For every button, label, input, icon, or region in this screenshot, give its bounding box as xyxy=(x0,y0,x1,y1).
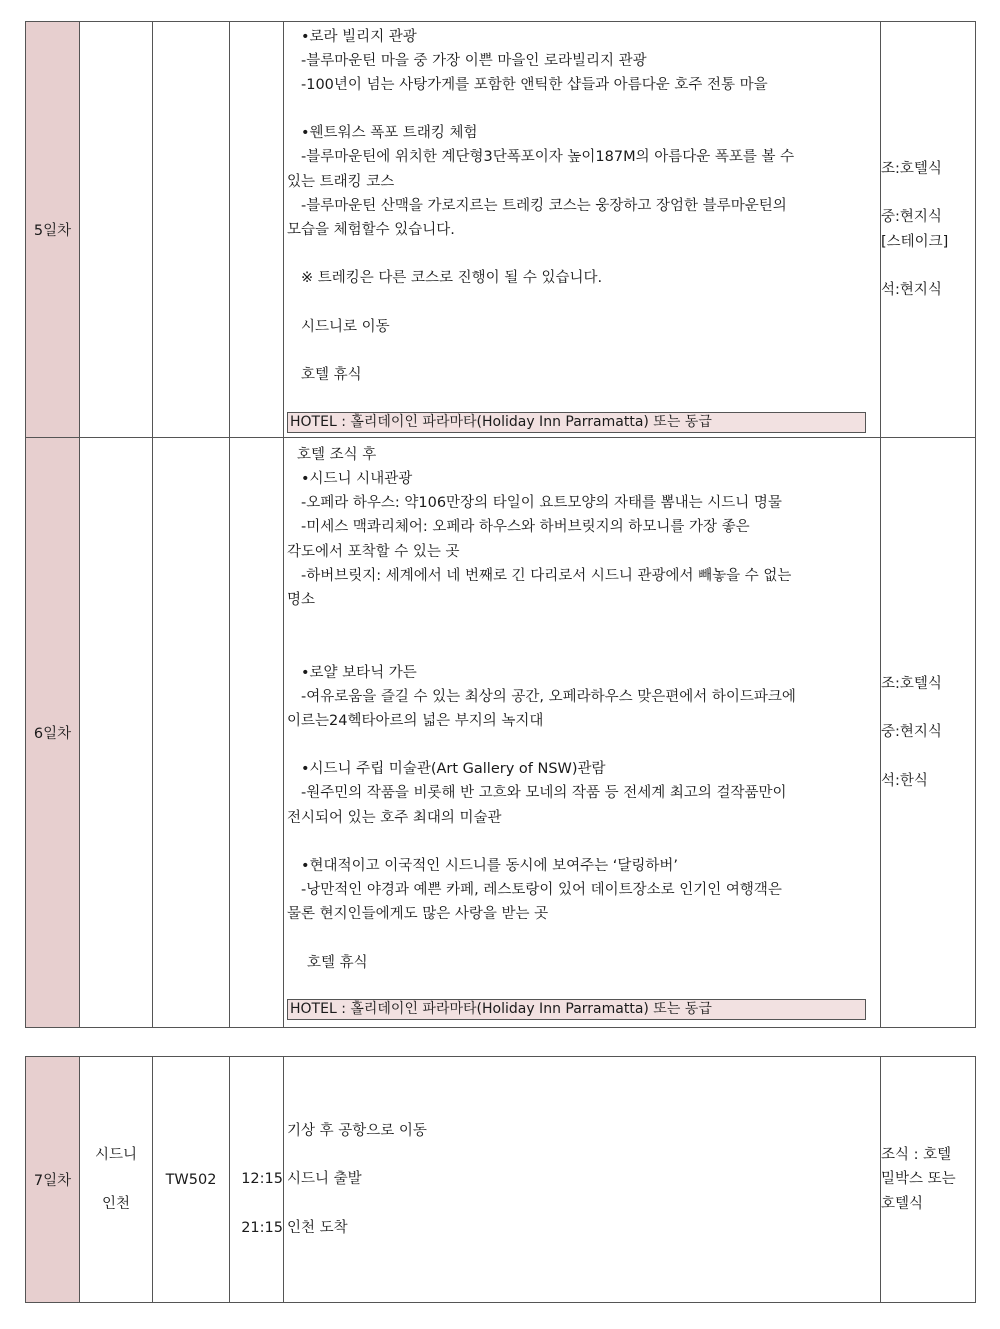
schedule-line: 모습을 체험할수 있습니다. xyxy=(287,222,455,238)
schedule-line: 시드니 출발 xyxy=(287,1171,362,1188)
time-line: 12:15 xyxy=(241,1171,283,1188)
meal-line: 조:호텔식 xyxy=(881,676,942,693)
schedule-line: 기상 후 공항으로 이동 xyxy=(287,1123,427,1140)
time-line xyxy=(230,1119,283,1143)
itinerary-row-day5 xyxy=(26,22,976,438)
schedule-line xyxy=(287,1192,876,1216)
hotel-info-box xyxy=(287,999,866,1020)
place-cell xyxy=(80,438,153,1028)
day-label: 6일차 xyxy=(33,726,72,742)
day-label: 5일차 xyxy=(33,223,72,239)
schedule-line: ※ 트레킹은 다른 코스로 진행이 될 수 있습니다. xyxy=(301,270,603,287)
hotel-info-box xyxy=(287,412,866,433)
transport-cell xyxy=(153,438,230,1028)
schedule-line: 전시되어 있는 호주 최대의 미술관 xyxy=(287,809,502,826)
meal-line: 호텔식 xyxy=(881,1195,924,1212)
meal-lines xyxy=(881,157,975,302)
time-cell xyxy=(230,438,284,1028)
meal-cell xyxy=(881,438,976,1028)
schedule-line: •시드니 시내관광 xyxy=(301,471,413,488)
meal-line: 석:한식 xyxy=(881,772,928,789)
meal-lines xyxy=(881,1143,975,1216)
schedule-line xyxy=(287,636,876,660)
schedule-line xyxy=(287,1143,876,1167)
meal-line xyxy=(881,696,975,720)
meal-line: 밀박스 또는 xyxy=(881,1171,956,1188)
schedule-line: -여유로움을 즐길 수 있는 최상의 공간, 오페라하우스 맞은편에서 하이드파크에 xyxy=(301,688,796,705)
schedule-line xyxy=(287,97,876,121)
schedule-line: •현대적이고 이국적인 시드니를 동시에 보여주는 ‘달링하버’ xyxy=(301,858,678,875)
schedule-line: 명소 xyxy=(287,591,316,608)
meal-line: 석:현지식 xyxy=(881,281,942,298)
day-label-cell xyxy=(26,1057,80,1303)
meal-cell xyxy=(881,22,976,438)
hotel-info: HOTEL : 홀리데이인 파라마타(Holiday Inn Parramatta) 또는 동급 xyxy=(290,413,712,430)
place-line: 시드니 xyxy=(94,1147,138,1164)
place-line: 인천 xyxy=(101,1195,130,1212)
itinerary-table-day-7 xyxy=(25,1056,976,1303)
day-label-cell xyxy=(26,438,80,1028)
schedule-line xyxy=(287,927,876,951)
itinerary-row-day7 xyxy=(26,1057,976,1303)
schedule-line: -블루마운틴 마을 중 가장 이쁜 마을인 로라빌리지 관광 xyxy=(301,52,647,69)
schedule-line xyxy=(287,242,876,266)
schedule-line xyxy=(287,975,876,999)
schedule-cell xyxy=(284,22,881,438)
schedule-line: -원주민의 작품을 비롯해 반 고흐와 모네의 작품 등 전세계 최고의 걸작품만이 xyxy=(301,785,787,802)
schedule-line: 시드니로 이동 xyxy=(301,318,390,335)
meal-lines xyxy=(881,672,975,793)
schedule-line: 호텔 휴식 xyxy=(301,367,362,384)
schedule-line: 호텔 휴식 xyxy=(307,954,368,971)
time-cell xyxy=(230,22,284,438)
schedule-line: -오페라 하우스: 약106만장의 타일이 요트모양의 자태를 뽐내는 시드니 명물 xyxy=(301,495,782,512)
schedule-line: 각도에서 포착할 수 있는 곳 xyxy=(287,543,460,560)
schedule-line xyxy=(287,339,876,363)
place-line xyxy=(80,1167,152,1191)
schedule-cell xyxy=(284,1057,881,1303)
day-label: 7일차 xyxy=(33,1173,72,1189)
meal-line xyxy=(881,181,975,205)
time-cell xyxy=(230,1057,284,1303)
schedule-line: •로라 빌리지 관광 xyxy=(301,28,417,45)
transport-cell xyxy=(153,1057,230,1303)
schedule-line: 인천 도착 xyxy=(287,1219,348,1236)
schedule-line: 물론 현지인들에게도 많은 사랑을 받는 곳 xyxy=(287,906,549,923)
time-line xyxy=(230,1192,283,1216)
schedule-line: -100년이 넘는 사탕가게를 포함한 앤틱한 샵들과 아름다운 호주 전통 마을 xyxy=(301,76,768,93)
schedule-line: •로얄 보타닉 가든 xyxy=(301,664,417,681)
schedule-line: -미세스 맥콰리체어: 오페라 하우스와 하버브릿지의 하모니를 가장 좋은 xyxy=(301,519,750,536)
schedule-lines xyxy=(284,443,880,999)
schedule-line: •웬트워스 폭포 트래킹 체험 xyxy=(301,125,478,142)
schedule-line xyxy=(287,291,876,315)
meal-line: 중:현지식 xyxy=(881,209,942,226)
meal-line xyxy=(881,254,975,278)
time-lines xyxy=(230,1119,283,1240)
meal-line xyxy=(881,745,975,769)
schedule-lines xyxy=(284,1119,880,1240)
schedule-line xyxy=(287,612,876,636)
schedule-line: -블루마운틴에 위치한 계단형3단폭포이자 높이187M의 아름다운 폭포를 볼 수 xyxy=(301,149,795,166)
itinerary-row-day6 xyxy=(26,438,976,1028)
hotel-info: HOTEL : 홀리데이인 파라마타(Holiday Inn Parramatta) 또는 동급 xyxy=(290,1001,712,1018)
meal-line: 중:현지식 xyxy=(881,724,942,741)
place-cell xyxy=(80,22,153,438)
schedule-line: -하버브릿지: 세계에서 네 번째로 긴 다리로서 시드니 관광에서 빼놓을 수 없는 xyxy=(301,567,792,584)
schedule-line: 있는 트래킹 코스 xyxy=(287,173,395,190)
flight-number: TW502 xyxy=(165,1171,217,1188)
schedule-cell xyxy=(284,438,881,1028)
schedule-line: •시드니 주립 미술관(Art Gallery of NSW)관람 xyxy=(301,761,606,778)
place-cell xyxy=(80,1057,153,1303)
meal-line: 조:호텔식 xyxy=(881,160,942,177)
schedule-line xyxy=(287,733,876,757)
meal-line: [스테이크] xyxy=(881,233,949,250)
schedule-line xyxy=(287,830,876,854)
day-label-cell xyxy=(26,22,80,438)
itinerary-table-days-5-6 xyxy=(25,21,976,1028)
schedule-line: 호텔 조식 후 xyxy=(297,446,377,463)
transport-cell xyxy=(153,22,230,438)
time-line: 21:15 xyxy=(241,1219,283,1236)
schedule-lines xyxy=(284,25,880,412)
schedule-line: 이르는24헥타아르의 넓은 부지의 녹지대 xyxy=(287,712,544,729)
schedule-line: -낭만적인 야경과 예쁜 카페, 레스토랑이 있어 데이트장소로 인기인 여행객은 xyxy=(301,882,782,899)
schedule-line xyxy=(287,387,876,411)
time-line xyxy=(230,1143,283,1167)
meal-cell xyxy=(881,1057,976,1303)
schedule-line: -블루마운틴 산맥을 가로지르는 트레킹 코스는 웅장하고 장엄한 블루마운틴의 xyxy=(301,197,787,214)
place-lines xyxy=(80,1143,152,1216)
meal-line: 조식 : 호텔 xyxy=(881,1147,952,1164)
